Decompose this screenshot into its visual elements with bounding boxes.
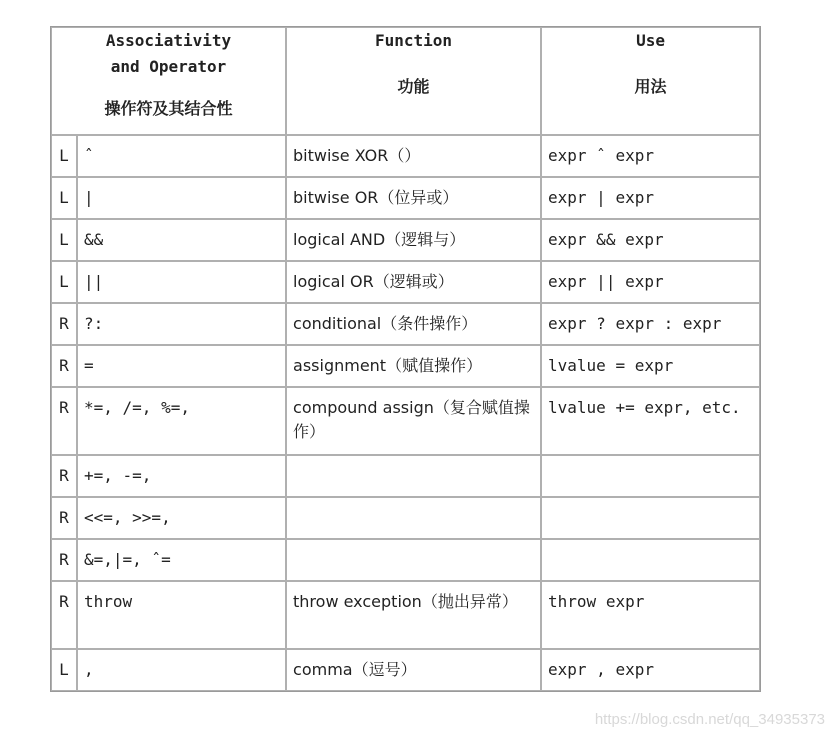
table-row <box>51 455 760 497</box>
use-cell: expr | expr <box>541 177 760 219</box>
use-cell <box>541 497 760 539</box>
use-cell: lvalue += expr, etc. <box>541 387 760 455</box>
use-cell: expr ? expr : expr <box>541 303 760 345</box>
associativity-cell: R <box>51 497 77 539</box>
use-cell <box>541 455 760 497</box>
header-associativity-en: Associativity and Operator <box>105 31 232 76</box>
operator-cell: || <box>77 261 286 303</box>
table-row <box>51 219 760 261</box>
table-row <box>51 345 760 387</box>
associativity-cell: L <box>51 135 77 177</box>
header-use <box>541 27 760 135</box>
operator-cell: && <box>77 219 286 261</box>
operator-cell: *=, /=, %=, <box>77 387 286 455</box>
associativity-cell: L <box>51 649 77 691</box>
function-cell <box>286 497 541 539</box>
watermark-text: https://blog.csdn.net/qq_34935373 <box>594 711 825 728</box>
function-cell <box>286 539 541 581</box>
operator-cell: | <box>77 177 286 219</box>
header-use-zh: 用法 <box>634 77 667 96</box>
use-cell: throw expr <box>541 581 760 649</box>
operator-cell: ?: <box>77 303 286 345</box>
table-row <box>51 303 760 345</box>
operator-cell: +=, -=, <box>77 455 286 497</box>
operator-cell: &=,|=, ˆ= <box>77 539 286 581</box>
operator-cell: ˆ <box>77 135 286 177</box>
associativity-cell: R <box>51 581 77 649</box>
header-function <box>286 27 541 135</box>
use-cell: lvalue = expr <box>541 345 760 387</box>
associativity-cell: L <box>51 261 77 303</box>
function-cell: conditional（条件操作） <box>286 303 541 345</box>
function-cell: bitwise XOR（） <box>286 135 541 177</box>
table-row <box>51 539 760 581</box>
table-row <box>51 261 760 303</box>
function-cell <box>286 455 541 497</box>
function-cell: bitwise OR（位异或） <box>286 177 541 219</box>
function-cell: comma（逗号） <box>286 649 541 691</box>
associativity-cell: R <box>51 345 77 387</box>
header-use-en: Use <box>636 31 665 50</box>
function-cell: logical AND（逻辑与） <box>286 219 541 261</box>
operator-cell: <<=, >>=, <box>77 497 286 539</box>
function-cell: throw exception（抛出异常） <box>286 581 541 649</box>
operator-cell: = <box>77 345 286 387</box>
use-cell: expr && expr <box>541 219 760 261</box>
table-row <box>51 497 760 539</box>
header-function-zh: 功能 <box>397 77 430 96</box>
associativity-cell: L <box>51 219 77 261</box>
header-associativity-zh: 操作符及其结合性 <box>104 99 233 118</box>
table-row <box>51 581 760 649</box>
associativity-cell: R <box>51 539 77 581</box>
header-associativity <box>51 27 286 135</box>
table-row <box>51 649 760 691</box>
associativity-cell: R <box>51 303 77 345</box>
use-cell: expr || expr <box>541 261 760 303</box>
header-function-en: Function <box>374 31 453 50</box>
table-row <box>51 177 760 219</box>
function-cell: logical OR（逻辑或） <box>286 261 541 303</box>
use-cell: expr ˆ expr <box>541 135 760 177</box>
associativity-cell: R <box>51 455 77 497</box>
use-cell: expr , expr <box>541 649 760 691</box>
table-row <box>51 135 760 177</box>
associativity-cell: R <box>51 387 77 455</box>
function-cell: assignment（赋值操作） <box>286 345 541 387</box>
operator-cell: throw <box>77 581 286 649</box>
operator-table <box>50 26 761 692</box>
operator-cell: , <box>77 649 286 691</box>
table-row <box>51 387 760 455</box>
function-cell: compound assign（复合赋值操作） <box>286 387 541 455</box>
table-header-row <box>51 27 760 135</box>
associativity-cell: L <box>51 177 77 219</box>
use-cell <box>541 539 760 581</box>
